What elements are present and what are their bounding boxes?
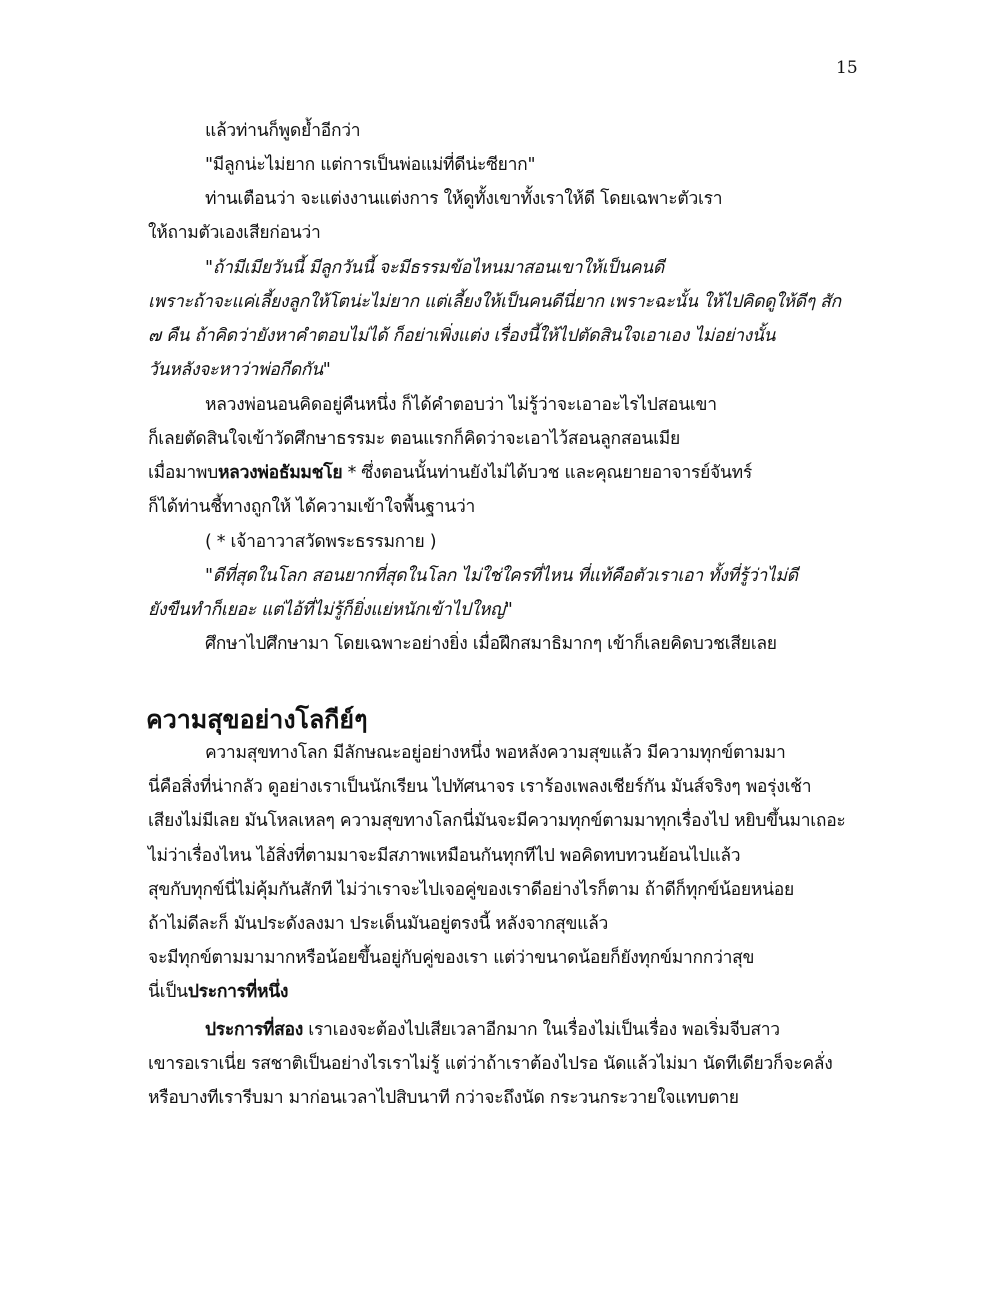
page-number: 15 xyxy=(836,58,858,78)
paragraph-line: นี่คือสิ่งที่น่ากลัว ดูอย่างเราเป็นนักเรียน ไปทัศนาจร เราร้องเพลงเชียร์กัน มันส์จริงๆ พอรุ่งเช้า xyxy=(148,777,812,797)
paragraph-line: ความสุขทางโลก มีลักษณะอยู่อย่างหนึ่ง พอหลังความสุขแล้ว มีความทุกข์ตามมา xyxy=(205,743,786,763)
bold-term: ประการที่หนึ่ง xyxy=(187,982,289,1002)
quote-line: วันหลังจะหาว่าพ่อกีดกัน" xyxy=(148,360,331,380)
paragraph-line: แล้วท่านก็พูดย้ำอีกว่า xyxy=(205,121,361,141)
paragraph-line: ให้ถามตัวเองเสียก่อนว่า xyxy=(148,223,321,243)
paragraph-line: ท่านเตือนว่า จะแต่งงานแต่งการ ให้ดูทั้งเขาทั้งเราให้ดี โดยเฉพาะตัวเรา xyxy=(205,189,723,209)
text-run: * ซึ่งตอนนั้นท่านยังไม่ได้บวช และคุณยายอาจารย์จันทร์ xyxy=(342,463,752,483)
paragraph-line xyxy=(148,458,752,488)
quote-line: เพราะถ้าจะแค่เลี้ยงลูกให้โตน่ะไม่ยาก แต่เลี้ยงให้เป็นคนดีนี่ยาก เพราะฉะนั้น ให้ไปคิดดูให้ดีๆ สัก xyxy=(148,292,841,312)
text-run: นี่เป็น xyxy=(148,982,188,1002)
bold-name: หลวงพ่อธัมมชโย xyxy=(217,463,343,483)
quote-line: "มีลูกน่ะไม่ยาก แต่การเป็นพ่อแม่ที่ดีน่ะซียาก" xyxy=(205,155,536,175)
quote-line: ยังขืนทำก็เยอะ แต่ไอ้ที่ไม่รู้ก็ยิ่งแย่หนักเข้าไปใหญ่" xyxy=(148,600,513,620)
paragraph-line: ศึกษาไปศึกษามา โดยเฉพาะอย่างยิ่ง เมื่อฝึกสมาธิมากๆ เข้าก็เลยคิดบวชเสียเลย xyxy=(205,634,777,654)
paragraph-line: ไม่ว่าเรื่องไหน ไอ้สิ่งที่ตามมาจะมีสภาพเหมือนกันทุกทีไป พอคิดทบทวนย้อนไปแล้ว xyxy=(148,846,741,866)
paragraph-line: สุขกับทุกข์นี่ไม่คุ้มกันสักที ไม่ว่าเราจะไปเจอคู่ของเราดีอย่างไรก็ตาม ถ้าดีก็ทุกข์น้อยหน่อย xyxy=(148,880,794,900)
quote-line: "ถ้ามีเมียวันนี้ มีลูกวันนี้ จะมีธรรมข้อไหนมาสอนเขาให้เป็นคนดี xyxy=(205,258,664,278)
bold-term: ประการที่สอง xyxy=(205,1020,304,1040)
paragraph-line: เสียงไม่มีเลย มันโหลเหลๆ ความสุขทางโลกนี่มันจะมีความทุกข์ตามมาทุกเรื่องไป หยิบขึ้นมาเถอะ xyxy=(148,811,846,831)
paragraph-line: หลวงพ่อนอนคิดอยู่คืนหนึ่ง ก็ได้คำตอบว่า ไม่รู้ว่าจะเอาอะไรไปสอนเขา xyxy=(205,395,717,415)
paragraph-line: จะมีทุกข์ตามมามากหรือน้อยขึ้นอยู่กับคู่ของเรา แต่ว่าขนาดน้อยก็ยังทุกข์มากกว่าสุข xyxy=(148,948,755,968)
paragraph-line xyxy=(148,977,288,1007)
quote-line: ๗ คืน ถ้าคิดว่ายังหาคำตอบไม่ได้ ก็อย่าเพิ่งแต่ง เรื่องนี้ให้ไปตัดสินใจเอาเอง ไม่อย่างนั้น xyxy=(148,326,776,346)
paragraph-line: หรือบางทีเรารีบมา มาก่อนเวลาไปสิบนาที กว่าจะถึงนัด กระวนกระวายใจแทบตาย xyxy=(148,1088,739,1108)
paragraph-line: ถ้าไม่ดีละก็ มันประดังลงมา ประเด็นมันอยู่ตรงนี้ หลังจากสุขแล้ว xyxy=(148,914,609,934)
footnote-line: ( * เจ้าอาวาสวัดพระธรรมกาย ) xyxy=(205,532,437,552)
paragraph-line: ก็เลยตัดสินใจเข้าวัดศึกษาธรรมะ ตอนแรกก็คิดว่าจะเอาไว้สอนลูกสอนเมีย xyxy=(148,429,680,449)
paragraph-line: เขารอเราเนี่ย รสชาติเป็นอย่างไรเราไม่รู้ แต่ว่าถ้าเราต้องไปรอ นัดแล้วไม่มา นัดทีเดียวก็จะคลั่ง xyxy=(148,1054,833,1074)
paragraph-line xyxy=(205,1015,780,1045)
quote-line: "ดีที่สุดในโลก สอนยากที่สุดในโลก ไม่ใช่ใครที่ไหน ที่แท้คือตัวเราเอา ทั้งที่รู้ว่าไม่ดี xyxy=(205,566,798,586)
text-run: เราเองจะต้องไปเสียเวลาอีกมาก ในเรื่องไม่เป็นเรื่อง พอเริ่มจีบสาว xyxy=(303,1020,780,1040)
paragraph-line: ก็ได้ท่านชี้ทางถูกให้ ได้ความเข้าใจพื้นฐานว่า xyxy=(148,497,476,517)
section-heading: ความสุขอย่างโลกีย์ๆ xyxy=(146,705,368,734)
text-run: เมื่อมาพบ xyxy=(148,463,218,483)
